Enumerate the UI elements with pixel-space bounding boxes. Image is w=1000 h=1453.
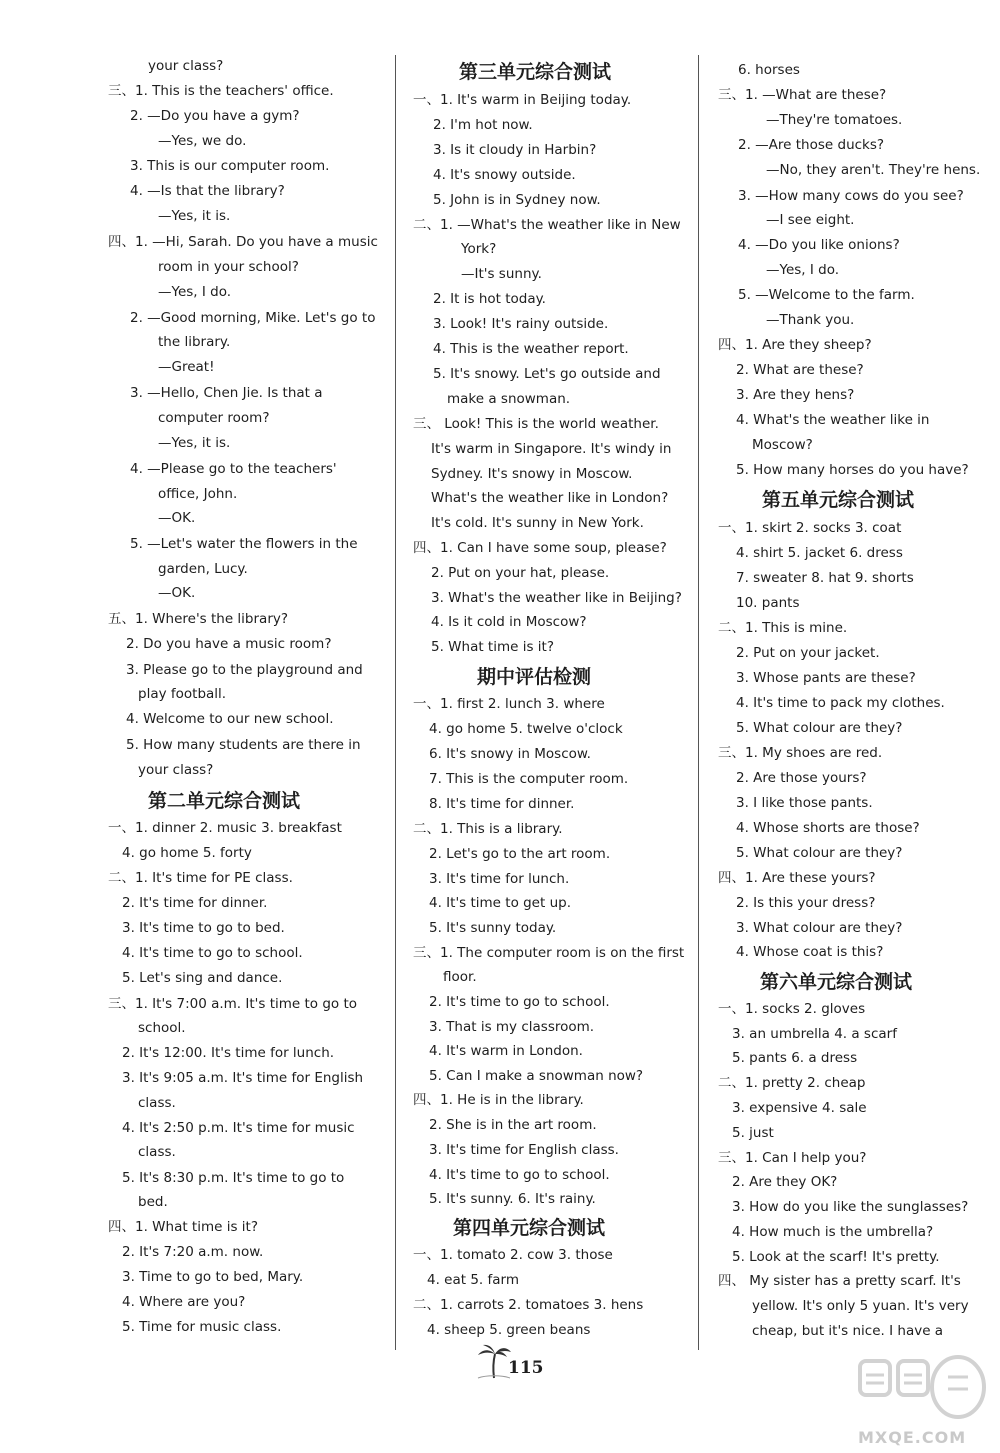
answer-line: 4. Whose shorts are those? [736,820,920,836]
answer-line: your class? [138,762,214,778]
answer-line: 3. It's time for lunch. [429,871,570,887]
answer-line: 3. Please go to the playground and [126,662,363,678]
answer-line: yellow. It's only 5 yuan. It's very [752,1298,969,1314]
answer-line: 3. —Hello, Chen Jie. Is that a [130,385,323,401]
answer-line: 4. It's 2:50 p.m. It's time for music [122,1120,355,1136]
watermark-url: MXQE.COM [858,1428,967,1447]
column-divider-right [698,55,699,1350]
answer-line: 2. Are those yours? [736,770,867,786]
answer-line: 二、1. carrots 2. tomatoes 3. hens [413,1297,644,1313]
answer-line: bed. [138,1194,168,1210]
section-heading: 第六单元综合测试 [760,971,913,993]
answer-line: 一、1. dinner 2. music 3. breakfast [108,820,342,836]
answer-line: What's the weather like in London? [431,490,669,506]
answer-line: 4. Whose coat is this? [736,944,884,960]
answer-line: 2. Do you have a music room? [126,636,332,652]
answer-line: 7. This is the computer room. [429,771,629,787]
answer-line: 4. —Do you like onions? [738,237,900,253]
answer-line: school. [138,1020,186,1036]
answer-line: 5. John is in Sydney now. [433,192,601,208]
answer-line: 二、1. It's time for PE class. [108,870,293,886]
answer-line: 2. She is in the art room. [429,1117,597,1133]
answer-line: 2. It's time to go to school. [429,994,610,1010]
answer-line: 四、1. Can I have some soup, please? [413,540,667,556]
answer-line: 四、1. What time is it? [108,1219,259,1235]
answer-line: 二、1. pretty 2. cheap [718,1075,866,1091]
answer-line: 4. It's time to go to school. [429,1167,610,1183]
answer-line: 4. sheep 5. green beans [427,1322,591,1338]
answer-line: 一、1. first 2. lunch 3. where [413,696,605,712]
answer-line: 5. What colour are they? [736,845,903,861]
answer-line: 4. This is the weather report. [433,341,629,357]
answer-line: cheap, but it's nice. I have a [752,1323,944,1339]
answer-line: 6. It's snowy in Moscow. [429,746,591,762]
answer-line: 5. It's sunny today. [429,920,557,936]
answer-line: —Yes, it is. [158,208,231,224]
answer-line: 5. What colour are they? [736,720,903,736]
answer-line: 三、1. Can I help you? [718,1150,867,1166]
answer-line: 2. It's 12:00. It's time for lunch. [122,1045,335,1061]
answer-line: —I see eight. [766,212,855,228]
answer-line: 5. It's 8:30 p.m. It's time to go to [122,1170,345,1186]
answer-line: 3. That is my classroom. [429,1019,595,1035]
answer-line: 2. Let's go to the art room. [429,846,611,862]
answer-line: 一、1. socks 2. gloves [718,1001,866,1017]
answer-line: —No, they aren't. They're hens. [766,162,981,178]
answer-line: 2. —Good morning, Mike. Let's go to [130,310,376,326]
answer-line: 4. It's warm in London. [429,1043,583,1059]
answer-line: 5. What time is it? [431,639,555,655]
answer-line: 四、1. Are they sheep? [718,337,872,353]
answer-line: 一、1. tomato 2. cow 3. those [413,1247,613,1263]
answer-line: 二、1. —What's the weather like in New [413,217,681,233]
answer-line: 3. an umbrella 4. a scarf [732,1026,897,1042]
answer-line: —Yes, I do. [766,262,840,278]
answer-line: 四、1. —Hi, Sarah. Do you have a music [108,234,378,250]
answer-line: 3. It's 9:05 a.m. It's time for English [122,1070,364,1086]
answer-line: 四、 My sister has a pretty scarf. It's [718,1273,961,1289]
section-heading: 第三单元综合测试 [459,61,612,83]
answer-line: 3. This is our computer room. [130,158,330,174]
answer-line: computer room? [158,410,270,426]
answer-line: Sydney. It's snowy in Moscow. [431,466,633,482]
answer-line: 三、1. The computer room is on the first [413,945,685,961]
answer-line: 三、1. This is the teachers' office. [108,83,334,99]
answer-line: Moscow? [752,437,813,453]
answer-line: —They're tomatoes. [766,112,903,128]
answer-line: 5. How many horses do you have? [736,462,969,478]
answer-line: 5. —Let's water the flowers in the [130,536,358,552]
answer-line: 4. Where are you? [122,1294,246,1310]
answer-line: 4. It's time to get up. [429,895,571,911]
answer-line: floor. [443,969,477,985]
answer-line: your class? [148,58,224,74]
answer-line: —Yes, I do. [158,284,232,300]
answer-line: 3. Time to go to bed, Mary. [122,1269,304,1285]
answer-line: 5. —Welcome to the farm. [738,287,915,303]
answer-line: 5. It's snowy. Let's go outside and [433,366,661,382]
answer-line: 4. It's time to pack my clothes. [736,695,945,711]
answer-line: 2. —Do you have a gym? [130,108,300,124]
section-heading: 第五单元综合测试 [762,489,915,511]
answer-line: 2. Put on your hat, please. [431,565,610,581]
answer-line: garden, Lucy. [158,561,248,577]
answer-line: York? [461,241,497,257]
answer-line: 三、1. My shoes are red. [718,745,883,761]
answer-line: —It's sunny. [461,266,542,282]
answer-line: —Great! [158,359,215,375]
answer-line: 8. It's time for dinner. [429,796,575,812]
answer-line: class. [138,1095,176,1111]
answer-line: 6. horses [738,62,800,78]
answer-line: 4. Welcome to our new school. [126,711,334,727]
section-heading: 第四单元综合测试 [453,1217,606,1239]
answer-line: 4. Is it cold in Moscow? [431,614,587,630]
answer-line: 3. Whose pants are these? [736,670,916,686]
answer-line: 2. I'm hot now. [433,117,533,133]
watermark-logo [852,1347,992,1447]
answer-line: 2. It's 7:20 a.m. now. [122,1244,264,1260]
answer-line: 5. How many students are there in [126,737,361,753]
answer-line: 4. What's the weather like in [736,412,930,428]
answer-line: —Thank you. [766,312,855,328]
answer-line: 5. just [732,1125,774,1141]
answer-line: play football. [138,686,227,702]
answer-line: 7. sweater 8. hat 9. shorts [736,570,914,586]
answer-line: 4. eat 5. farm [427,1272,519,1288]
answer-line: room in your school? [158,259,299,275]
answer-line: 2. It is hot today. [433,291,546,307]
answer-line: office, John. [158,486,238,502]
answer-line: 3. Is it cloudy in Harbin? [433,142,597,158]
answer-line: 2. Put on your jacket. [736,645,880,661]
section-heading: 第二单元综合测试 [148,790,301,812]
answer-line: 5. Look at the scarf! It's pretty. [732,1249,940,1265]
answer-line: 五、1. Where's the library? [108,611,289,627]
answer-line: —Yes, we do. [158,133,247,149]
answer-line: 3. I like those pants. [736,795,873,811]
answer-line: 4. shirt 5. jacket 6. dress [736,545,903,561]
answer-line: 4. go home 5. forty [122,845,252,861]
answer-line: 3. Are they hens? [736,387,855,403]
answer-line: —OK. [158,585,196,601]
answer-line: 四、1. Are these yours? [718,870,876,886]
answer-line: 3. —How many cows do you see? [738,188,964,204]
answer-line: 3. It's time to go to bed. [122,920,285,936]
answer-line: 3. What colour are they? [736,920,903,936]
answer-line: 二、1. This is mine. [718,620,848,636]
answer-line: 3. It's time for English class. [429,1142,619,1158]
answer-line: —Yes, it is. [158,435,231,451]
answer-line: 二、1. This is a library. [413,821,563,837]
answer-line: 2. Is this your dress? [736,895,876,911]
answer-line: 4. It's time to go to school. [122,945,303,961]
answer-line: It's warm in Singapore. It's windy in [431,441,672,457]
answer-line: 一、1. skirt 2. socks 3. coat [718,520,902,536]
answer-line: 4. —Please go to the teachers' [130,461,337,477]
answer-line: 4. go home 5. twelve o'clock [429,721,623,737]
answer-line: 2. —Are those ducks? [738,137,885,153]
answer-line: the library. [158,334,231,350]
answer-line: 一、1. It's warm in Beijing today. [413,92,632,108]
answer-line: —OK. [158,510,196,526]
answer-line: 四、1. He is in the library. [413,1092,584,1108]
page-number: 115 [508,1358,544,1378]
answer-line: 5. Time for music class. [122,1319,282,1335]
watermark-badge-icon [852,1347,992,1427]
answer-line: 3. What's the weather like in Beijing? [431,590,682,606]
answer-line: 3. expensive 4. sale [732,1100,867,1116]
answer-line: 10. pants [736,595,800,611]
answer-line: 2. What are these? [736,362,864,378]
column-divider-left [395,55,396,1350]
answer-line: 5. pants 6. a dress [732,1050,858,1066]
answer-line: 4. It's snowy outside. [433,167,576,183]
answer-line: 三、1. —What are these? [718,87,887,103]
answer-line: 三、1. It's 7:00 a.m. It's time to go to [108,996,358,1012]
answer-line: It's cold. It's sunny in New York. [431,515,644,531]
answer-line: 4. How much is the umbrella? [732,1224,934,1240]
answer-line: 3. Look! It's rainy outside. [433,316,609,332]
answer-line: 2. It's time for dinner. [122,895,268,911]
section-heading: 期中评估检测 [477,666,592,688]
answer-line: 3. How do you like the sunglasses? [732,1199,969,1215]
answer-line: 4. —Is that the library? [130,183,285,199]
answer-line: 5. Let's sing and dance. [122,970,283,986]
answer-line: make a snowman. [447,391,571,407]
answer-line: 2. Are they OK? [732,1174,838,1190]
answer-line: 5. Can I make a snowman now? [429,1068,644,1084]
answer-line: 5. It's sunny. 6. It's rainy. [429,1191,596,1207]
answer-line: class. [138,1144,176,1160]
answer-line: 三、 Look! This is the world weather. [413,416,659,432]
